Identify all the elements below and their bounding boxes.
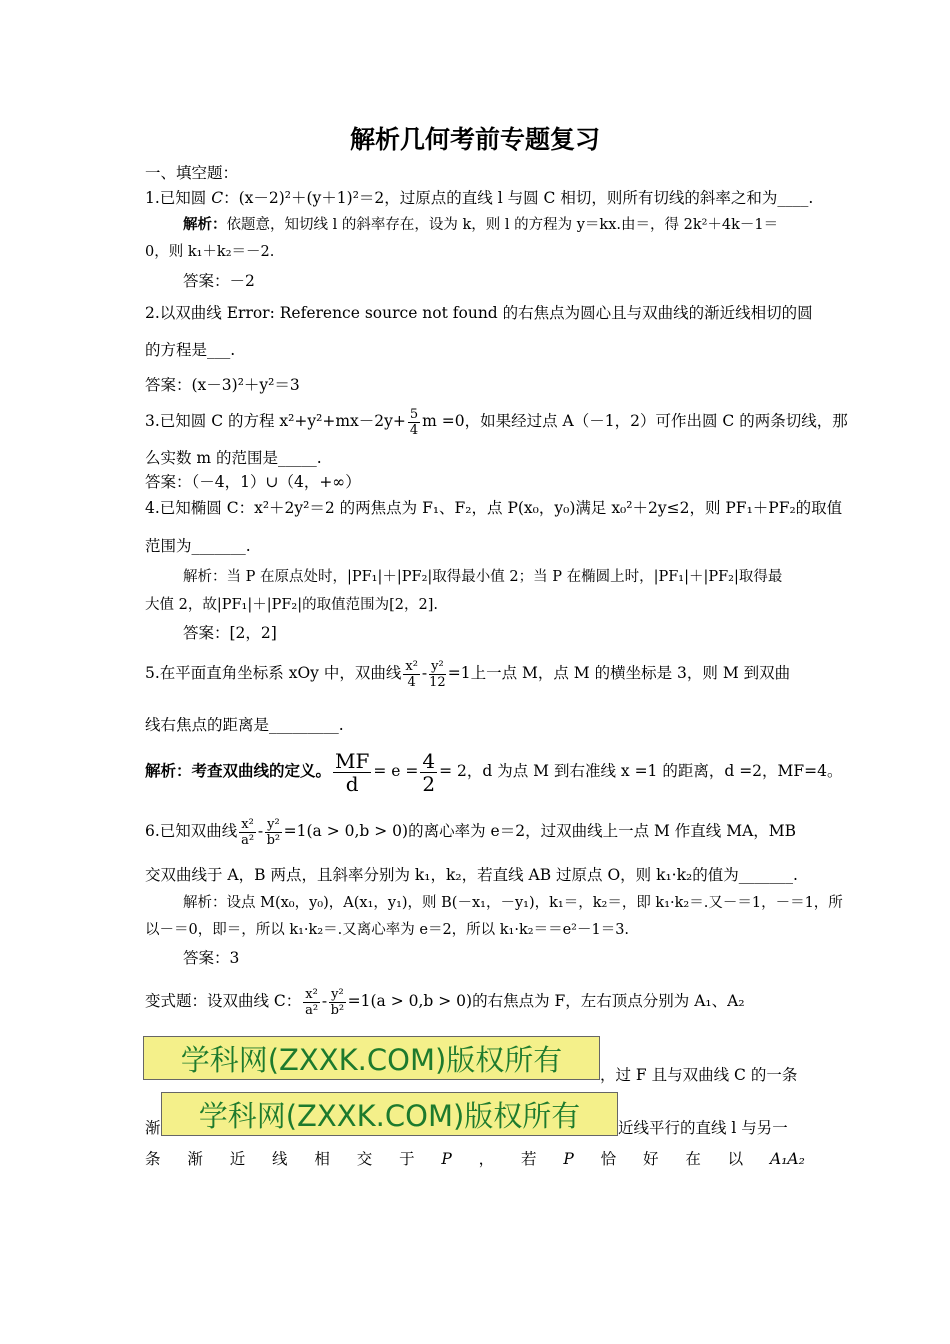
q4-stem: 4.已知椭圆 C：x²＋2y²＝2 的两焦点为 F₁、F₂，点 P(x₀，y₀)满足 x₀²＋2y≤2，则 PF₁＋PF₂的取值 <box>145 499 843 517</box>
q1-answer: 答案：－2 <box>183 272 255 290</box>
word: 于 <box>399 1150 415 1168</box>
word: 若 <box>521 1150 537 1168</box>
q2-answer: 答案：(x－3)²＋y²＝3 <box>145 376 300 394</box>
word: 近 <box>229 1150 246 1168</box>
variant-stem: 变式题：设双曲线 C： $\frac{\text{x²}}{\text{a²}}$ - $\frac{\text{y²}}{\text{b²}}$ =1(a > 0,b > 0)的右焦点为 F，左右顶点分别为 A₁、A₂ <box>145 986 745 1018</box>
q4-solution: 解析：当 P 在原点处时，|PF₁|＋|PF₂|取得最小值 2；当 P 在椭圆上时，|PF₁|＋|PF₂|取得最 <box>183 569 783 585</box>
q6-stem-cont: 交双曲线于 A，B 两点，且斜率分别为 k₁，k₂，若直线 AB 过原点 O，则 k₁·k₂的值为_______. <box>145 866 798 884</box>
q1-solution: 解析：依题意，知切线 l 的斜率存在，设为 k，则 l 的方程为 y＝kx.由＝，得 2k²＋4k－1＝ <box>183 216 779 233</box>
word: 好 <box>642 1150 659 1168</box>
q1-solution-cont: 0，则 k₁＋k₂＝－2. <box>145 244 275 260</box>
q4-stem-cont: 范围为_______. <box>145 537 251 555</box>
variant-last-line <box>145 1148 805 1170</box>
word: 相 <box>314 1150 330 1168</box>
variant-stem-cont: ，过 F 且与双曲线 C 的一条 <box>600 1066 798 1084</box>
watermark-banner: 学科网(ZXXK.COM)版权所有 <box>143 1036 600 1080</box>
q3-answer: 答案：（－4，1）∪（4，+∞） <box>145 473 361 491</box>
watermark-banner: 学科网(ZXXK.COM)版权所有 <box>161 1092 618 1136</box>
word: 渐 <box>187 1150 203 1168</box>
word: 恰 <box>600 1150 617 1168</box>
variant-stem-cont2: 近线平行的直线 l 与另一 <box>618 1119 788 1137</box>
q6-solution-cont: 以－＝0，即＝，所以 k₁·k₂＝.又离心率为 e＝2，所以 k₁·k₂＝＝e²－1＝3. <box>145 922 630 938</box>
q2-stem: 2.以双曲线 Error: Reference source not found 的右焦点为圆心且与双曲线的渐近线相切的圆 <box>145 304 813 322</box>
q6-stem: 6.已知双曲线 $\frac{\text{x²}}{\text{a²}}$ - $\frac{\text{y²}}{\text{b²}}$ =1(a > 0,b > 0)的离心率为 e＝2，过双曲线上一点 M 作直线 MA，MB <box>145 816 797 848</box>
q3-stem: 3.已知圆 C 的方程 x²+y²+mx－2y+ $\frac{5}{4}$ m =0，如果经过点 A（－1，2）可作出圆 C 的两条切线，那 <box>145 406 848 438</box>
word: 线 <box>272 1150 288 1168</box>
q5-stem: 5.在平面直角坐标系 xOy 中，双曲线 $\frac{\text{x²}}{4}$ - $\frac{\text{y²}}{12}$ =1上一点 M，点 M 的横坐标是 3，则 M 到双曲 <box>145 658 791 690</box>
word: P <box>441 1150 452 1168</box>
q4-answer: 答案：[2，2] <box>183 624 277 642</box>
word: A₁A₂ <box>770 1150 805 1168</box>
word: P <box>563 1150 574 1168</box>
q5-solution: 解析：考查双曲线的定义。 $\frac{MF}{d}$ = e = $\frac{4}{2}$ = 2，d 为点 M 到右准线 x =1 的距离，d =2，MF=4。 <box>145 748 843 796</box>
q2-stem-cont: 的方程是___. <box>145 341 236 359</box>
q3-stem-cont: 么实数 m 的范围是_____. <box>145 449 322 467</box>
q6-answer: 答案：3 <box>183 949 240 967</box>
q3-fraction: $\frac{5}{4}$ <box>409 406 419 438</box>
word: 条 <box>145 1150 161 1168</box>
section-heading: 一、填空题： <box>145 164 239 182</box>
word: 在 <box>685 1150 701 1168</box>
word: 交 <box>356 1150 373 1168</box>
variant-stem-frag: 渐 <box>145 1119 161 1137</box>
q1-stem: 1.已知圆 C：(x－2)²＋(y＋1)²＝2，过原点的直线 l 与圆 C 相切，则所有切线的斜率之和为____. <box>145 189 814 207</box>
q6-solution: 解析：设点 M(x₀，y₀)，A(x₁，y₁)，则 B(－x₁，－y₁)，k₁＝，k₂＝，即 k₁·k₂＝.又－＝1，－＝1，所 <box>183 895 843 911</box>
word: ， <box>478 1150 495 1168</box>
word: 以 <box>727 1150 744 1168</box>
q4-solution-cont: 大值 2，故|PF₁|＋|PF₂|的取值范围为[2，2]. <box>145 597 439 613</box>
q5-stem-cont: 线右焦点的距离是_________. <box>145 716 344 734</box>
document-title: 解析几何考前专题复习 <box>349 125 600 154</box>
